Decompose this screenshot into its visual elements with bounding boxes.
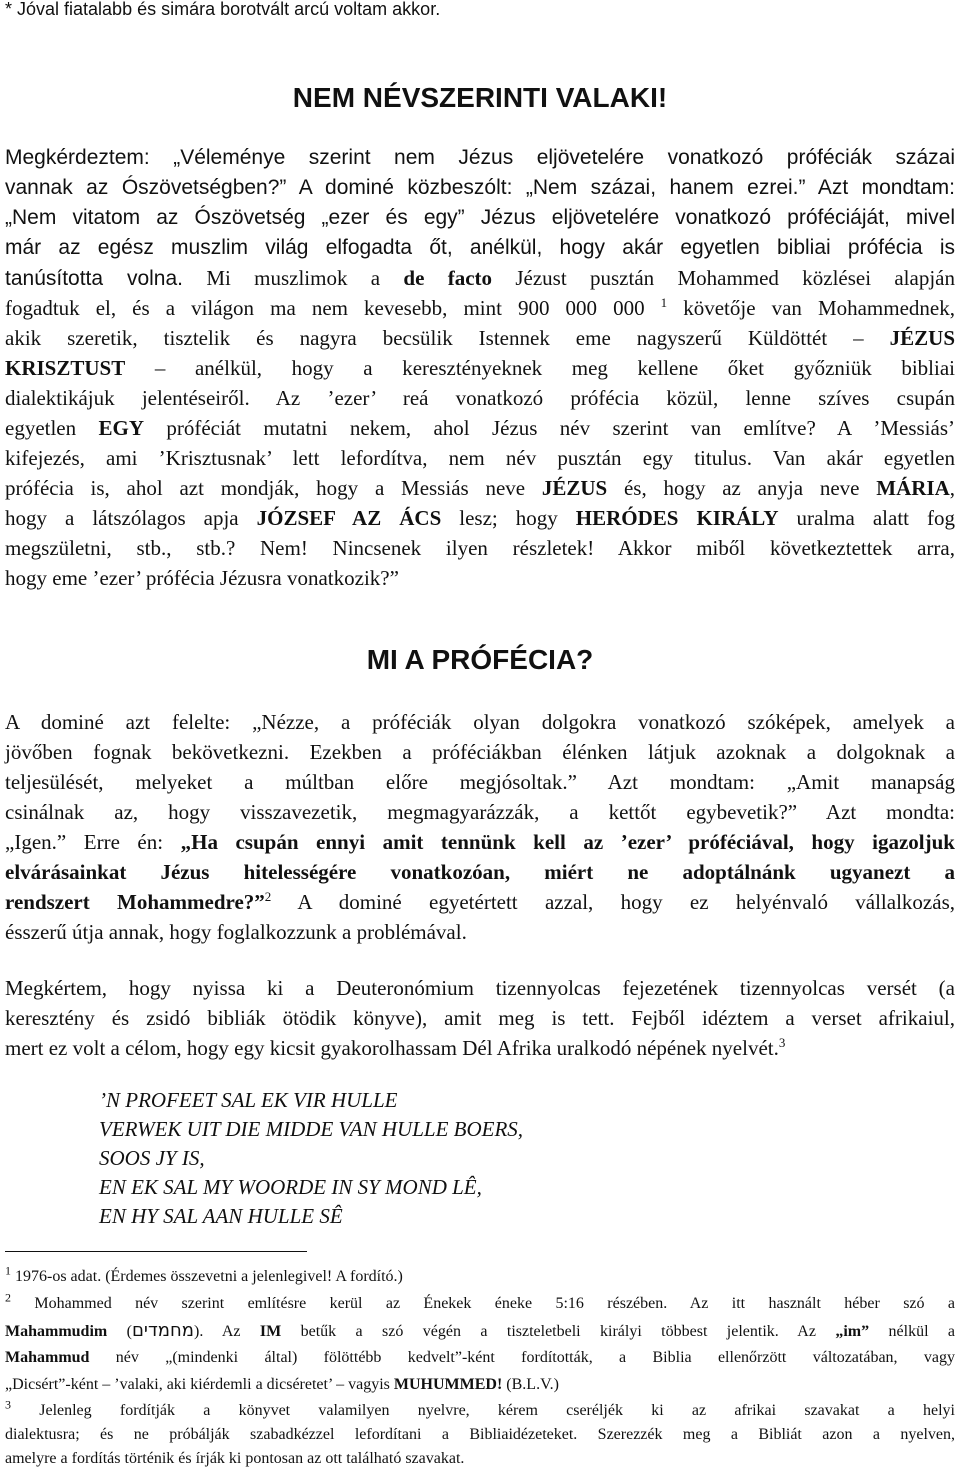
p1-line: már az egész muszlim világ elfogadta őt, anélkül, hogy akár egyetlen bibliai prófécia is [5, 236, 955, 259]
verse-line: EN HY SAL AAN HULLE SÊ [99, 1204, 343, 1228]
footnote-3: $^3$ Jelenleg fordítják a könyvet valamilyen nyelvre, kérem cseréljék ki az afrikai szavakat a helyi [5, 1397, 955, 1419]
p1-line: megszületni, stb., stb.? Nem! Nincsenek ilyen részletek! Akkor miből következtettek arra, [5, 536, 955, 560]
p1-line: „Nem vitatom az Ószövetség „ezer és egy” Jézus eljövetelére vonatkozó próféciáját, mivel [5, 206, 955, 229]
top-note: * Jóval fiatalabb és simára borotvált arcú voltam akkor. [5, 0, 441, 19]
footnote-3-line: dialektusra; és ne próbálják szabadkézzel lefordítani a Bibliaidézeteket. Szerezzék meg a Bibliát azon a nyelven, [5, 1426, 955, 1443]
footnote-1: $^1$ 1976-os adat. (Érdemes összevetni a jelenlegivel! A fordító.) [5, 1263, 403, 1285]
p3-line: Megkértem, hogy nyissa ki a Deuteronómium tizennyolcas fejezetének tizennyolcas versét (a [5, 976, 955, 1000]
footnote-2: $^2$ Mohammed név szerint említésre kerül az Énekek éneke 5:16 részében. Az itt használt héber szó a [5, 1290, 955, 1312]
p1-line: kifejezés, ami ’Krisztusnak’ lett lefordítva, nem név pusztán egy titulus. Van akár egyetlen [5, 446, 955, 470]
verse-line: EN EK SAL MY WOORDE IN SY MOND LÊ, [99, 1175, 482, 1199]
p2-line: elvárásainkat Jézus hitelességére vonatkozóan, miért ne adoptálnánk ugyanezt a [5, 860, 955, 884]
p1-line: prófécia is, ahol azt mondják, hogy a Messiás neve JÉZUS és, hogy az anyja neve MÁRIA, [5, 476, 955, 500]
p2-line: jövőben fognak bekövetkezni. Ezekben a próféciákban élénken látjuk azoknak a dolgoknak a [5, 740, 955, 764]
verse-line: VERWEK UIT DIE MIDDE VAN HULLE BOERS, [99, 1117, 524, 1141]
p1-line: KRISZTUST – anélkül, hogy a keresztényeknek meg kellene őket győzniük bibliai [5, 356, 955, 380]
footnote-2-line: Mahammud név „(mindenki által) fölöttébb kedvelt”-ként fordították, a Biblia ellenőrzött változatában, vagy [5, 1349, 955, 1366]
p1-line: egyetlen EGY próféciát mutatni nekem, ahol Jézus név szerint van említve? A ’Messiás’ [5, 416, 956, 440]
p1-line: tanúsította volna. Mi muszlimok a de facto Jézust pusztán Mohammed közlései alapján [5, 266, 955, 290]
p2-line: „Igen.” Erre én: „Ha csupán ennyi amit tennünk kell az ’ezer’ próféciával, hogy igazoljuk [5, 830, 955, 854]
verse-line: SOOS JY IS, [99, 1146, 205, 1170]
footnote-divider [5, 1251, 307, 1252]
p2-line: csinálnak az, hogy visszavezetik, megmagyarázzák, a kettőt egybevetik?” Azt mondta: [5, 800, 955, 824]
footnote-3-line: amelyre a fordítás történik és írják ki pontosan az ott található szavakat. [5, 1450, 465, 1467]
p2-line: A dominé azt felelte: „Nézze, a próféciák olyan dolgokra vonatkozó szóképek, amelyek a [5, 710, 955, 734]
footnote-ref-1[interactable]: 1 [660, 295, 668, 310]
p1-line: fogadtuk el, és a világon ma nem kevesebb, mint 900 000 000 $^1$ követője van Mohammednek, [5, 295, 955, 320]
heading-mi-a-profecia: MI A PRÓFÉCIA? [366, 644, 594, 675]
footnote-2-line: Mahammudim (מחמדים). Az IM betűk a szó végén a tiszteletbeli királyi többest jelentik. Az „im” nélkül a [5, 1320, 956, 1341]
p1-line: hogy eme ’ezer’ prófécia Jézusra vonatkozik?” [5, 566, 399, 590]
p1-line: Megkérdeztem: „Véleménye szerint nem Jézus eljövetelére vonatkozó próféciák százai [5, 146, 955, 169]
verse-line: ’N PROFEET SAL EK VIR HULLE [99, 1088, 398, 1112]
p3-line: keresztény és zsidó bibliák ötödik könyve), amit meg is tett. Fejből idéztem a verset afrikaiul, [5, 1006, 955, 1030]
heading-nem-nevszerinti: NEM NÉVSZERINTI VALAKI! [292, 82, 668, 113]
footnote-ref-2[interactable]: 2 [264, 889, 272, 904]
hebrew-word: מחמדים [131, 1320, 194, 1341]
p3-line: mert ez volt a célom, hogy egy kicsit gyakorolhassam Dél Afrika uralkodó népének nyelvét.$^3$ [5, 1035, 786, 1060]
p2-line: rendszert Mohammedre?”$^2$ A dominé egyetértett azzal, hogy ez helyénvaló vállalkozás, [5, 889, 955, 914]
p1-line: dialektikájuk jelentéseiről. Az ’ezer’ reá vonatkozó prófécia közül, lenne szíves csupán [5, 386, 955, 410]
p1-line: akik szeretik, tisztelik és nagyra becsülik Istennek eme nagyszerű Küldöttét – JÉZUS [5, 326, 955, 350]
footnote-2-line: „Dicsért”-ként – ’valaki, aki kiérdemli a dicséretet’ – vagyis MUHUMMED! (B.L.V.) [5, 1376, 559, 1393]
p1-line: hogy a látszólagos apja JÓZSEF AZ ÁCS lesz; hogy HERÓDES KIRÁLY uralma alatt fog [5, 506, 955, 530]
p2-line: ésszerű útja annak, hogy foglalkozzunk a problémával. [5, 920, 467, 944]
footnote-ref-3[interactable]: 3 [778, 1035, 786, 1050]
p1-line: vannak az Ószövetségben?” A dominé közbeszólt: „Nem százai, hanem ezrei.” Azt mondtam: [5, 176, 955, 199]
p2-line: teljesülését, melyeket a múltban előre megjósoltak.” Azt mondtam: „Amit manapság [5, 770, 955, 794]
